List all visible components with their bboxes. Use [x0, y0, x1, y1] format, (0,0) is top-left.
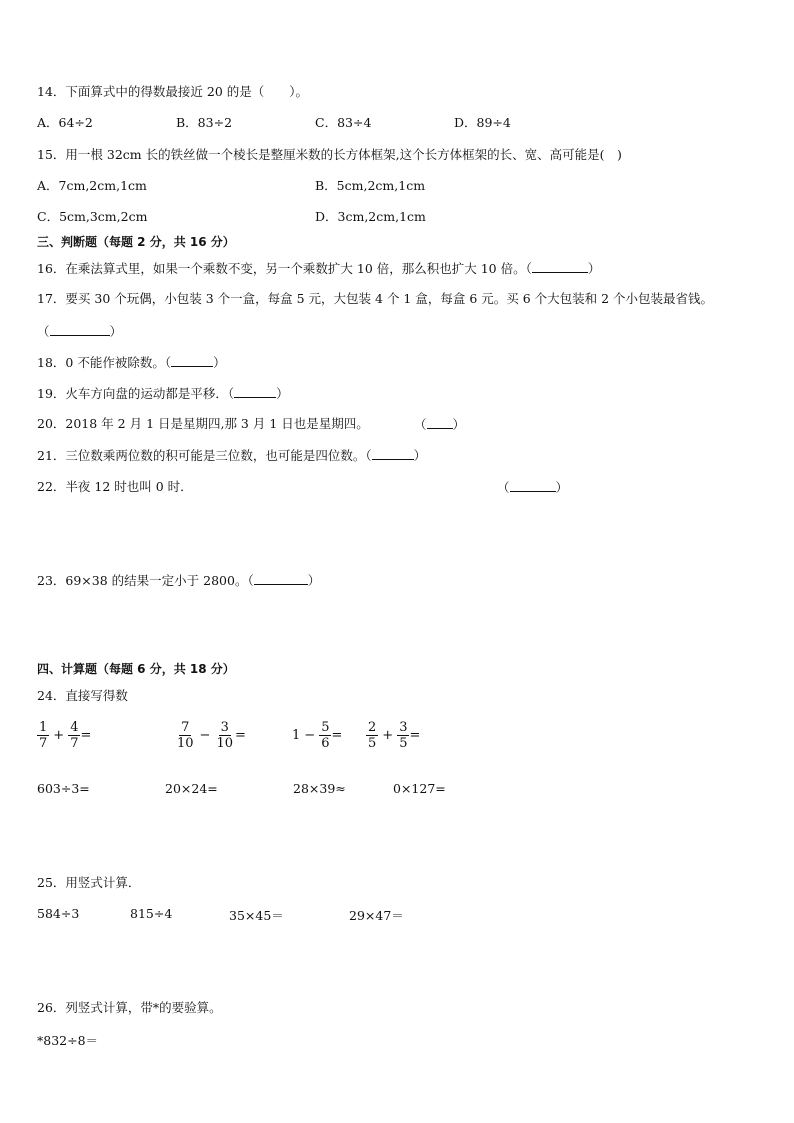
- q15-option-a: A．7cm,2cm,1cm: [37, 178, 147, 193]
- calc-item: 28×39≈: [293, 781, 346, 796]
- section-3-heading: 三、判断题（每题 2 分，共 16 分）: [37, 235, 235, 249]
- fraction-expression-2: $\frac{7}{10}$ − $\frac{3}{10}$ =: [177, 720, 246, 751]
- fraction-expression-1: $\frac{1}{7}$ + $\frac{4}{7}$ =: [39, 720, 92, 751]
- paren-close: ）: [555, 480, 569, 495]
- q14-option-b: B．83÷2: [176, 115, 233, 130]
- question-15: 15．用一根 32cm 长的铁丝做一个棱长是整厘米数的长方体框架,这个长方体框架的长、宽、高可能是( ): [37, 147, 622, 162]
- answer-blank[interactable]: [254, 572, 308, 585]
- question-22: 22．半夜 12 时也叫 0 时．: [37, 479, 193, 494]
- paren-close: ）: [213, 355, 226, 370]
- paren-close: ）: [109, 324, 123, 339]
- question-16: [37, 260, 600, 277]
- question-17-answer: [37, 323, 122, 340]
- answer-blank[interactable]: [171, 354, 213, 367]
- paren-open: （: [414, 417, 427, 432]
- question-24-title: 24．直接写得数: [37, 688, 128, 703]
- question-20-answer: [414, 416, 465, 433]
- question-18: [37, 354, 226, 371]
- question-16-text: 16．在乘法算式里，如果一个乘数不变，另一个乘数扩大 10 倍，那么积也扩大 10 倍。（: [37, 261, 532, 276]
- section-4-heading: 四、计算题（每题 6 分，共 18 分）: [37, 662, 235, 676]
- fraction: $\frac{3}{10}$: [216, 720, 233, 751]
- question-20: 20．2018 年 2 月 1 日是星期四,那 3 月 1 日也是星期四。: [37, 416, 369, 431]
- paren-close: ）: [276, 386, 289, 401]
- calc-item: 584÷3: [37, 906, 80, 921]
- fraction: $\frac{4}{7}$: [70, 720, 79, 751]
- calc-item: 35×45＝: [229, 908, 284, 923]
- paren-close: ）: [452, 417, 466, 432]
- calc-item: 29×47＝: [349, 908, 404, 923]
- question-25-title: 25．用竖式计算．: [37, 875, 141, 890]
- calc-item: 603÷3=: [37, 781, 90, 796]
- answer-blank[interactable]: [50, 323, 110, 336]
- question-19-text: 19．火车方向盘的运动都是平移．（: [37, 386, 235, 401]
- fraction: $\frac{7}{10}$: [177, 720, 194, 751]
- q15-option-b: B．5cm,2cm,1cm: [315, 178, 426, 193]
- question-14: 14．下面算式中的得数最接近 20 的是（ ）。: [37, 84, 309, 99]
- question-26-title: 26．列竖式计算，带*的要验算。: [37, 1000, 222, 1015]
- question-18-text: 18．0 不能作被除数。（: [37, 355, 172, 370]
- question-21-text: 21．三位数乘两位数的积可能是三位数，也可能是四位数。（: [37, 448, 372, 463]
- q14-option-a: A．64÷2: [37, 115, 93, 130]
- answer-blank[interactable]: [427, 416, 453, 429]
- answer-blank[interactable]: [234, 385, 276, 398]
- q14-option-c: C．83÷4: [315, 115, 372, 130]
- q15-option-d: D．3cm,2cm,1cm: [315, 209, 426, 224]
- answer-blank[interactable]: [510, 479, 556, 492]
- fraction-expression-4: $\frac{2}{5}$ + $\frac{3}{5}$ =: [368, 720, 421, 751]
- question-19: [37, 385, 289, 402]
- question-21: [37, 447, 426, 464]
- paren-open: （: [37, 324, 50, 339]
- fraction: $\frac{2}{5}$: [368, 720, 377, 751]
- question-17: 17．要买 30 个玩偶，小包装 3 个一盒，每盒 5 元，大包装 4 个 1 盒，每盒 6 元。买 6 个大包装和 2 个小包装最省钱。: [37, 291, 714, 306]
- question-23-text: 23．69×38 的结果一定小于 2800。（: [37, 573, 254, 588]
- paren-open: （: [497, 480, 510, 495]
- calc-item: 815÷4: [130, 906, 173, 921]
- fraction: $\frac{1}{7}$: [39, 720, 48, 751]
- calc-item: 20×24=: [165, 781, 218, 796]
- question-22-answer: [497, 479, 568, 496]
- fraction: $\frac{5}{6}$: [321, 720, 330, 751]
- q14-option-d: D．89÷4: [454, 115, 511, 130]
- paren-close: ）: [587, 261, 601, 276]
- paren-close: ）: [413, 448, 427, 463]
- fraction: $\frac{3}{5}$: [399, 720, 408, 751]
- fraction-expression-3: 1 − $\frac{5}{6}$ =: [292, 720, 343, 751]
- answer-blank[interactable]: [372, 447, 414, 460]
- calc-item: *832÷8＝: [37, 1033, 99, 1048]
- paren-close: ）: [307, 573, 321, 588]
- question-23: [37, 572, 320, 589]
- calc-item: 0×127=: [393, 781, 446, 796]
- answer-blank[interactable]: [532, 260, 588, 273]
- q15-option-c: C．5cm,3cm,2cm: [37, 209, 148, 224]
